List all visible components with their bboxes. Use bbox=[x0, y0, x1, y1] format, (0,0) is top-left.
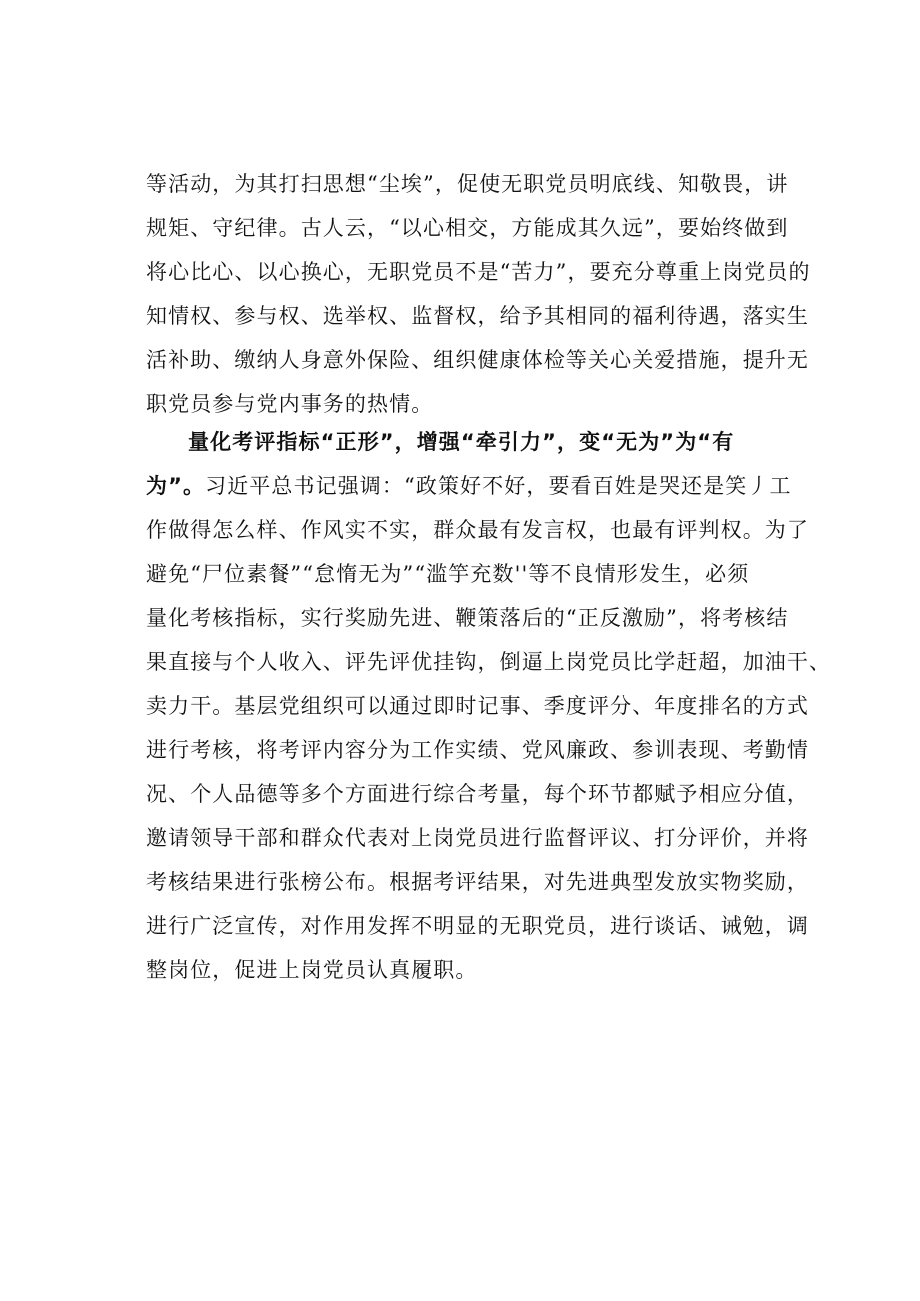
text-line: 避免“尸位素餐”“怠惰无为”“滥竽充数''等不良情形发生，必须 bbox=[146, 562, 750, 586]
text-line: 进行考核，将考评内容分为工作实绩、党风廉政、参训表现、考勤情 bbox=[146, 738, 809, 762]
text-line: 整岗位，促进上岗党员认真履职。 bbox=[146, 958, 478, 982]
text-line: 作做得怎么样、作风实不实，群众最有发言权，也最有评判权。为了 bbox=[146, 518, 809, 542]
text-line: 知情权、参与权、选举权、监督权，给予其相同的福利待遇，落实生 bbox=[146, 304, 809, 328]
text-line: 况、个人品德等多个方面进行综合考量，每个环节都赋予相应分值， bbox=[146, 782, 809, 806]
text-line: 等活动，为其打扫思想“尘埃”，促使无职党员明底线、知敬畏，讲 bbox=[146, 172, 789, 196]
section-heading: 量化考评指标“正形”，增强“牵引力”，变“无为”为“有 bbox=[188, 430, 735, 454]
paragraph-2 bbox=[146, 420, 832, 992]
text-line: 将心比心、以心换心，无职党员不是“苦力”，要充分尊重上岗党员的 bbox=[146, 260, 811, 284]
section-heading-end: 为”。 bbox=[146, 474, 206, 498]
paragraph-1 bbox=[146, 162, 811, 426]
text-line: 果直接与个人收入、评先评优挂钩，倒逼上岗党员比学赶超，加油干、 bbox=[146, 650, 832, 674]
text-line: 活补助、缴纳人身意外保险、组织健康体检等关心关爱措施，提升无 bbox=[146, 348, 809, 372]
text-line: 规矩、守纪律。古人云，“以心相交，方能成其久远”，要始终做到 bbox=[146, 216, 789, 240]
text-line: 卖力干。基层党组织可以通过即时记事、季度评分、年度排名的方式 bbox=[146, 694, 809, 718]
text-line: 量化考核指标，实行奖励先进、鞭策落后的“正反激励”，将考核结 bbox=[146, 606, 789, 630]
text-line: 职党员参与党内事务的热情。 bbox=[146, 392, 434, 416]
text-line: 邀请领导干部和群众代表对上岗党员进行监督评议、打分评价，并将 bbox=[146, 826, 809, 850]
quote-text: 习近平总书记强调：“政策好不好，要看百姓是哭还是笑丿工 bbox=[205, 474, 792, 498]
text-line: 考核结果进行张榜公布。根据考评结果，对先进典型发放实物奖励， bbox=[146, 870, 809, 894]
text-line bbox=[146, 464, 806, 508]
text-line: 进行广泛宣传，对作用发挥不明显的无职党员，进行谈话、诫勉，调 bbox=[146, 914, 809, 938]
